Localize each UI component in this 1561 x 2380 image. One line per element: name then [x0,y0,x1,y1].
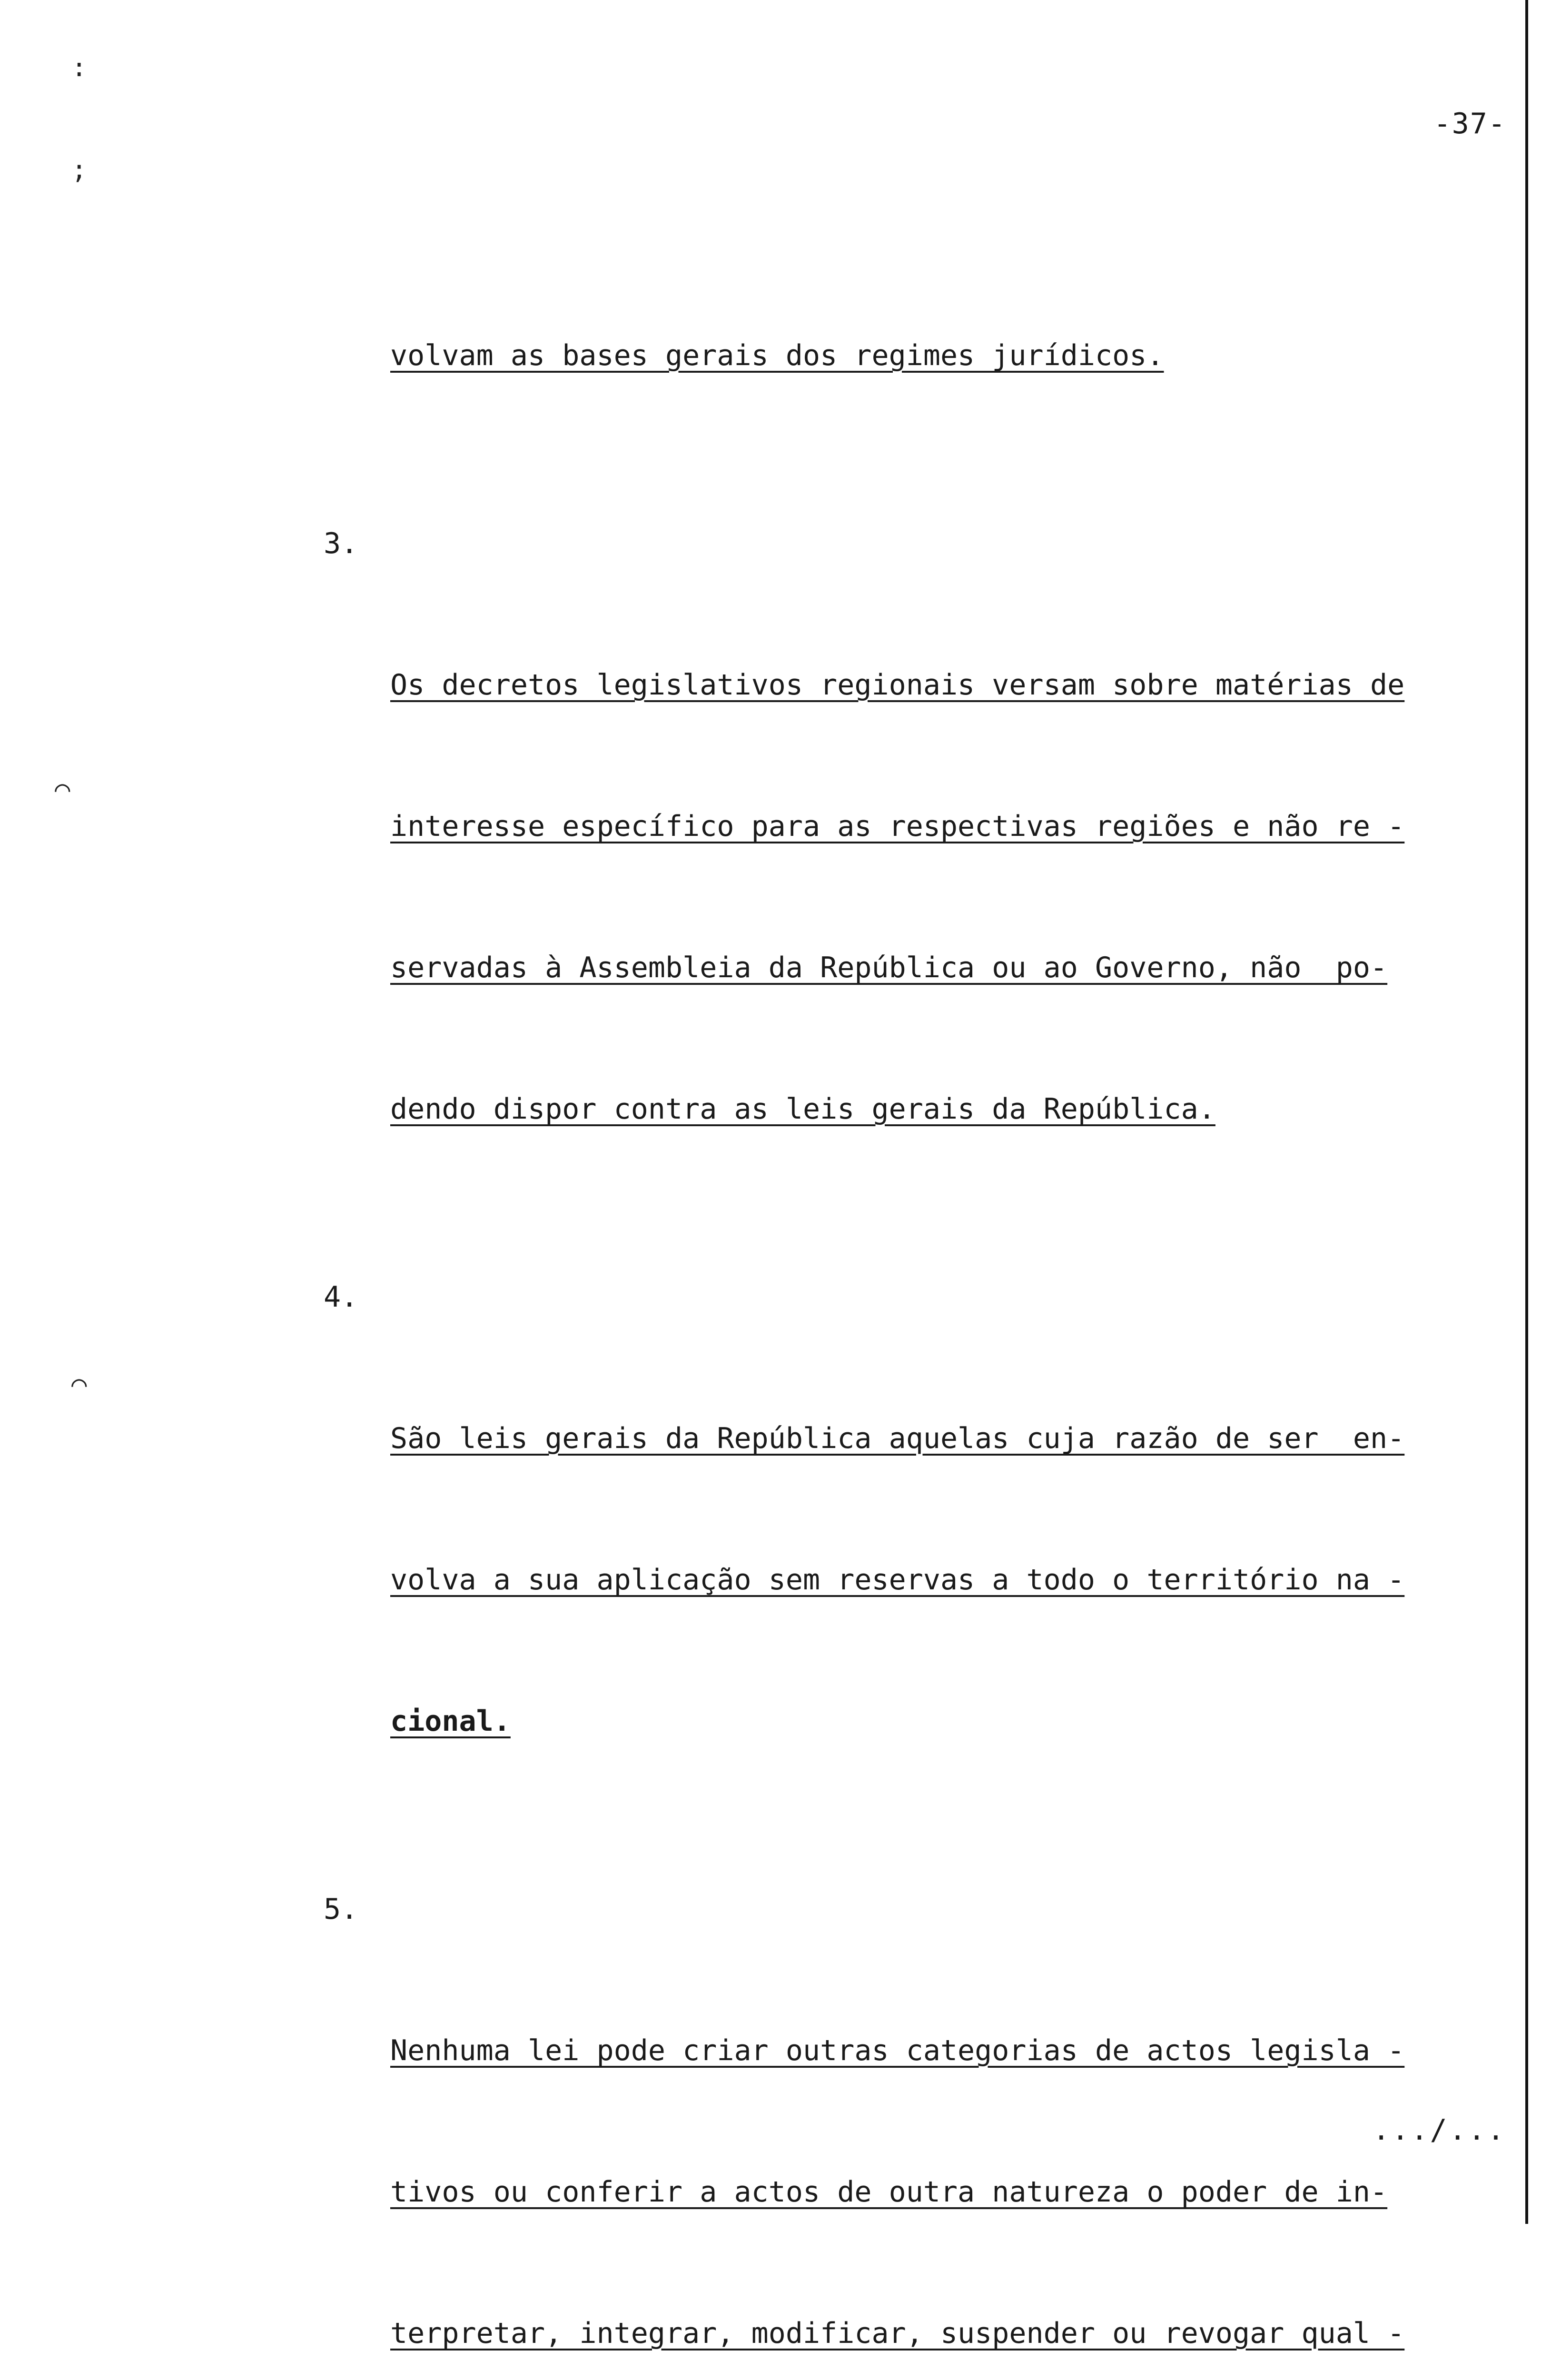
paragraph-line: Nenhuma lei pode criar outras categorias de actos legisla - [390,2034,1405,2067]
page-edge-rule [1525,0,1528,2224]
paragraph-line: Os decretos legislativos regionais versam sobre matérias de [390,668,1405,702]
paragraph-line: tivos ou conferir a actos de outra natureza o poder de in- [390,2175,1388,2209]
paragraph-line: interesse específico para as respectivas regiões e não re - [390,810,1405,843]
document-body [324,238,1518,2380]
paragraph-line: dendo dispor contra as leis gerais da República. [390,1092,1215,1126]
paragraph-line: servadas à Assembleia da República ou ao Governo, não po- [390,951,1388,984]
margin-mark: ; [71,155,87,185]
margin-mark: : [71,52,87,82]
item-number: 5. [324,1893,358,1926]
paragraph-line: cional. [390,1705,511,1738]
paragraph-line: volva a sua aplicação sem reservas a todo o território na - [390,1563,1405,1597]
page-number: -37- [1433,107,1506,140]
paragraph-line: terpretar, integrar, modificar, suspender ou revogar qual - [390,2317,1405,2350]
article-item-4 [324,1274,1518,1839]
article-item-3 [324,520,1518,1227]
paragraph-line: volvam as bases gerais dos regimes jurídicos. [390,339,1164,372]
paragraph-line: São leis gerais da República aquelas cuja razão de ser en- [390,1422,1405,1455]
continues-marker: .../... [1373,2113,1506,2147]
continuation-paragraph [324,238,1518,474]
margin-mark: ⌒ [71,1368,87,1398]
item-number: 3. [324,527,358,560]
margin-mark: ⌒ [55,774,70,803]
item-number: 4. [324,1280,358,1314]
article-item-5 [324,1886,1518,2380]
